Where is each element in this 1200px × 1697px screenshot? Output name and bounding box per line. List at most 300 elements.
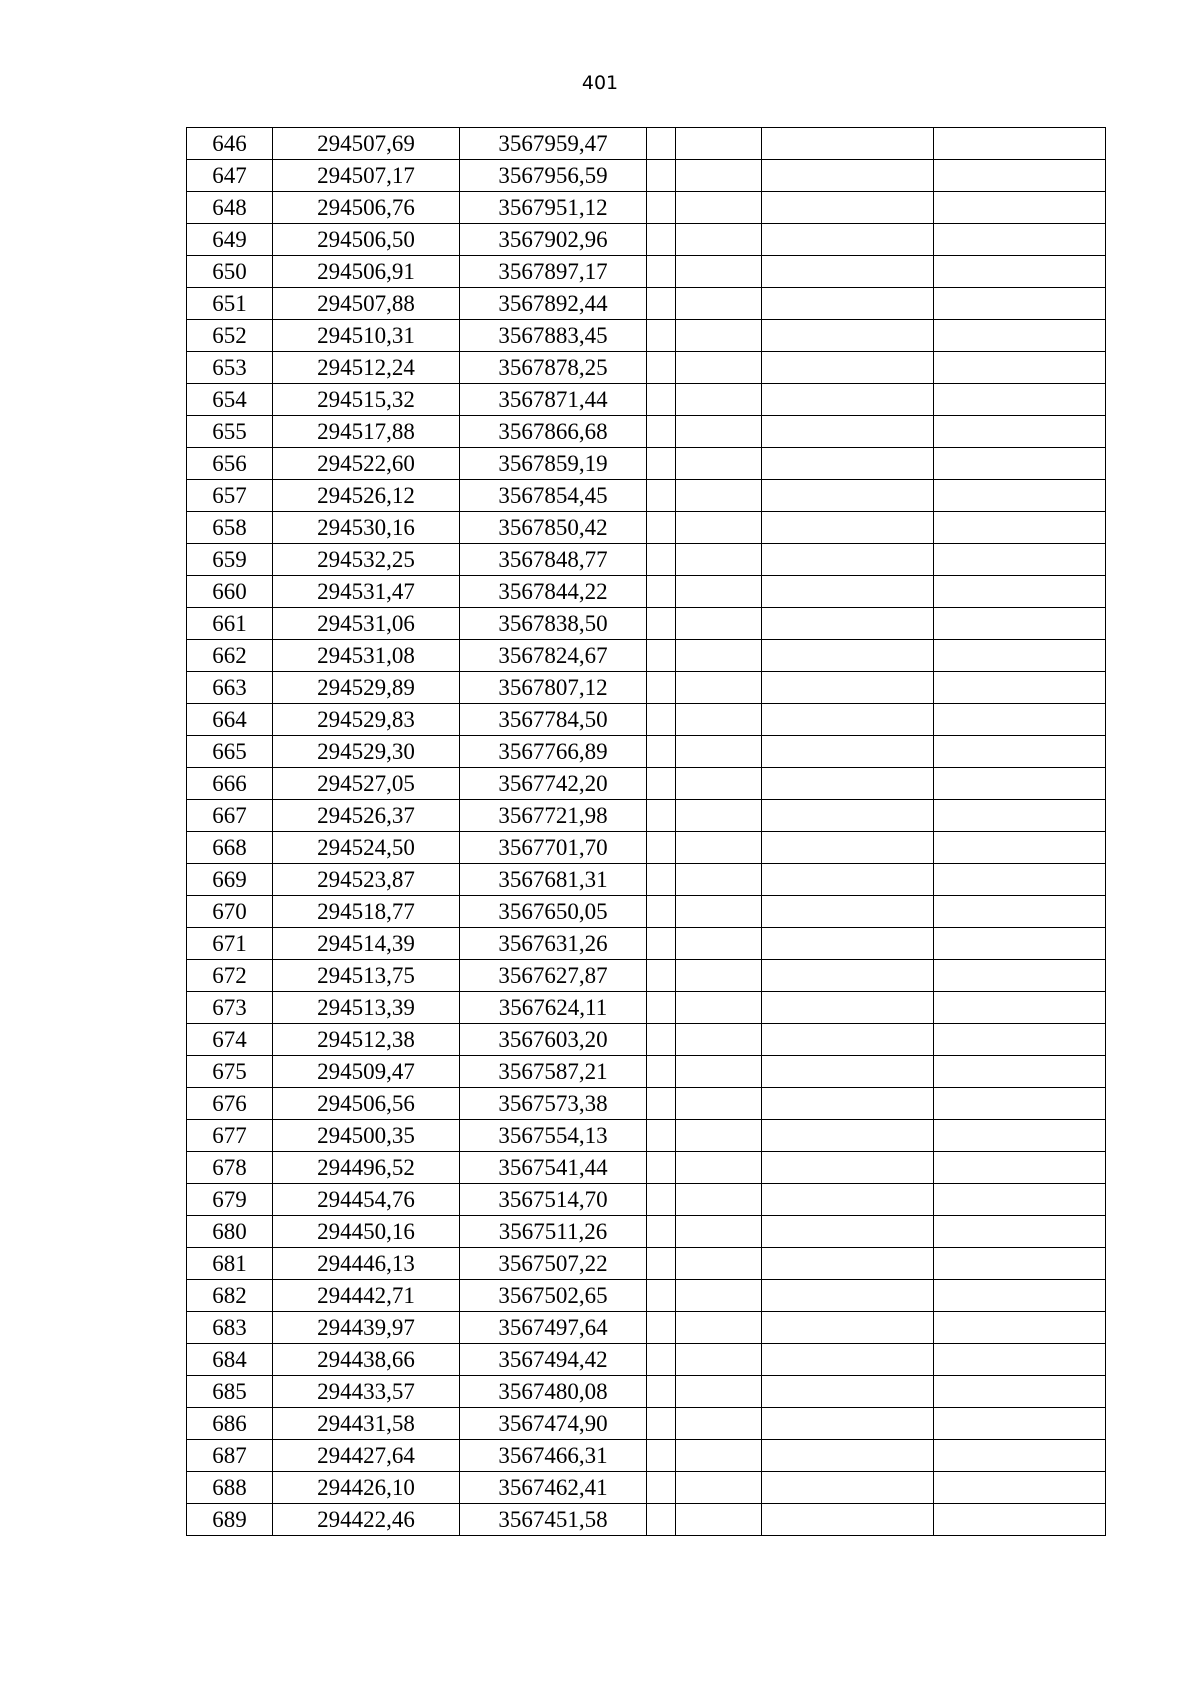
empty-cell — [934, 960, 1106, 992]
empty-cell — [647, 320, 676, 352]
empty-cell — [934, 1056, 1106, 1088]
y-coordinate-cell: 3567766,89 — [460, 736, 647, 768]
y-coordinate-cell: 3567784,50 — [460, 704, 647, 736]
empty-cell — [647, 1184, 676, 1216]
empty-cell — [647, 352, 676, 384]
table-row — [187, 448, 1106, 480]
y-coordinate-cell: 3567742,20 — [460, 768, 647, 800]
x-coordinate-cell: 294450,16 — [273, 1216, 460, 1248]
point-number-cell: 656 — [187, 448, 273, 480]
table-row — [187, 1376, 1106, 1408]
empty-cell — [762, 864, 934, 896]
empty-cell — [762, 256, 934, 288]
empty-cell — [647, 1024, 676, 1056]
empty-cell — [762, 1344, 934, 1376]
x-coordinate-cell: 294531,06 — [273, 608, 460, 640]
x-coordinate-cell: 294515,32 — [273, 384, 460, 416]
x-coordinate-cell: 294431,58 — [273, 1408, 460, 1440]
empty-cell — [934, 256, 1106, 288]
empty-cell — [647, 1472, 676, 1504]
empty-cell — [762, 1088, 934, 1120]
table-row — [187, 1024, 1106, 1056]
empty-cell — [647, 672, 676, 704]
empty-cell — [934, 864, 1106, 896]
x-coordinate-cell: 294532,25 — [273, 544, 460, 576]
empty-cell — [934, 320, 1106, 352]
empty-cell — [934, 736, 1106, 768]
empty-cell — [934, 384, 1106, 416]
empty-cell — [676, 1056, 762, 1088]
y-coordinate-cell: 3567451,58 — [460, 1504, 647, 1536]
y-coordinate-cell: 3567681,31 — [460, 864, 647, 896]
y-coordinate-cell: 3567507,22 — [460, 1248, 647, 1280]
x-coordinate-cell: 294510,31 — [273, 320, 460, 352]
empty-cell — [676, 160, 762, 192]
point-number-cell: 650 — [187, 256, 273, 288]
empty-cell — [647, 640, 676, 672]
empty-cell — [676, 832, 762, 864]
empty-cell — [676, 288, 762, 320]
empty-cell — [762, 1504, 934, 1536]
x-coordinate-cell: 294531,47 — [273, 576, 460, 608]
empty-cell — [647, 416, 676, 448]
empty-cell — [647, 1088, 676, 1120]
x-coordinate-cell: 294454,76 — [273, 1184, 460, 1216]
empty-cell — [762, 128, 934, 160]
empty-cell — [934, 1024, 1106, 1056]
coordinates-table — [186, 127, 1106, 1536]
empty-cell — [934, 576, 1106, 608]
y-coordinate-cell: 3567951,12 — [460, 192, 647, 224]
point-number-cell: 687 — [187, 1440, 273, 1472]
empty-cell — [676, 1024, 762, 1056]
table-row — [187, 320, 1106, 352]
empty-cell — [762, 576, 934, 608]
point-number-cell: 649 — [187, 224, 273, 256]
table-row — [187, 544, 1106, 576]
point-number-cell: 689 — [187, 1504, 273, 1536]
empty-cell — [762, 416, 934, 448]
empty-cell — [762, 1120, 934, 1152]
empty-cell — [676, 1408, 762, 1440]
x-coordinate-cell: 294513,75 — [273, 960, 460, 992]
empty-cell — [676, 480, 762, 512]
point-number-cell: 682 — [187, 1280, 273, 1312]
empty-cell — [676, 1472, 762, 1504]
x-coordinate-cell: 294518,77 — [273, 896, 460, 928]
empty-cell — [762, 800, 934, 832]
point-number-cell: 659 — [187, 544, 273, 576]
point-number-cell: 657 — [187, 480, 273, 512]
point-number-cell: 676 — [187, 1088, 273, 1120]
y-coordinate-cell: 3567541,44 — [460, 1152, 647, 1184]
coordinates-table-body — [187, 128, 1106, 1536]
point-number-cell: 681 — [187, 1248, 273, 1280]
empty-cell — [934, 416, 1106, 448]
point-number-cell: 674 — [187, 1024, 273, 1056]
point-number-cell: 647 — [187, 160, 273, 192]
table-row — [187, 1152, 1106, 1184]
table-row — [187, 1408, 1106, 1440]
empty-cell — [676, 512, 762, 544]
empty-cell — [676, 576, 762, 608]
empty-cell — [934, 1344, 1106, 1376]
empty-cell — [762, 1056, 934, 1088]
y-coordinate-cell: 3567824,67 — [460, 640, 647, 672]
table-row — [187, 832, 1106, 864]
x-coordinate-cell: 294506,50 — [273, 224, 460, 256]
empty-cell — [647, 1312, 676, 1344]
empty-cell — [647, 448, 676, 480]
x-coordinate-cell: 294512,24 — [273, 352, 460, 384]
y-coordinate-cell: 3567494,42 — [460, 1344, 647, 1376]
empty-cell — [762, 544, 934, 576]
point-number-cell: 667 — [187, 800, 273, 832]
empty-cell — [762, 928, 934, 960]
x-coordinate-cell: 294512,38 — [273, 1024, 460, 1056]
x-coordinate-cell: 294529,83 — [273, 704, 460, 736]
empty-cell — [647, 1216, 676, 1248]
empty-cell — [934, 352, 1106, 384]
empty-cell — [762, 1024, 934, 1056]
table-row — [187, 352, 1106, 384]
empty-cell — [762, 352, 934, 384]
empty-cell — [676, 1184, 762, 1216]
y-coordinate-cell: 3567627,87 — [460, 960, 647, 992]
point-number-cell: 664 — [187, 704, 273, 736]
empty-cell — [676, 384, 762, 416]
x-coordinate-cell: 294530,16 — [273, 512, 460, 544]
empty-cell — [762, 320, 934, 352]
empty-cell — [676, 1216, 762, 1248]
empty-cell — [676, 1152, 762, 1184]
table-row — [187, 128, 1106, 160]
table-row — [187, 608, 1106, 640]
table-row — [187, 1280, 1106, 1312]
table-row — [187, 192, 1106, 224]
point-number-cell: 672 — [187, 960, 273, 992]
empty-cell — [676, 864, 762, 896]
x-coordinate-cell: 294522,60 — [273, 448, 460, 480]
y-coordinate-cell: 3567511,26 — [460, 1216, 647, 1248]
table-row — [187, 1504, 1106, 1536]
empty-cell — [676, 544, 762, 576]
empty-cell — [934, 1504, 1106, 1536]
empty-cell — [762, 608, 934, 640]
table-row — [187, 576, 1106, 608]
empty-cell — [647, 1056, 676, 1088]
point-number-cell: 646 — [187, 128, 273, 160]
point-number-cell: 685 — [187, 1376, 273, 1408]
table-row — [187, 384, 1106, 416]
empty-cell — [676, 320, 762, 352]
empty-cell — [676, 608, 762, 640]
empty-cell — [762, 160, 934, 192]
empty-cell — [676, 1312, 762, 1344]
y-coordinate-cell: 3567848,77 — [460, 544, 647, 576]
point-number-cell: 653 — [187, 352, 273, 384]
table-row — [187, 288, 1106, 320]
empty-cell — [934, 768, 1106, 800]
table-row — [187, 896, 1106, 928]
empty-cell — [647, 960, 676, 992]
y-coordinate-cell: 3567878,25 — [460, 352, 647, 384]
empty-cell — [762, 672, 934, 704]
empty-cell — [934, 160, 1106, 192]
empty-cell — [762, 704, 934, 736]
y-coordinate-cell: 3567502,65 — [460, 1280, 647, 1312]
point-number-cell: 688 — [187, 1472, 273, 1504]
point-number-cell: 679 — [187, 1184, 273, 1216]
point-number-cell: 658 — [187, 512, 273, 544]
x-coordinate-cell: 294517,88 — [273, 416, 460, 448]
empty-cell — [647, 608, 676, 640]
empty-cell — [762, 192, 934, 224]
empty-cell — [762, 1184, 934, 1216]
y-coordinate-cell: 3567462,41 — [460, 1472, 647, 1504]
table-row — [187, 1216, 1106, 1248]
point-number-cell: 651 — [187, 288, 273, 320]
table-row — [187, 480, 1106, 512]
empty-cell — [762, 1152, 934, 1184]
point-number-cell: 654 — [187, 384, 273, 416]
table-row — [187, 992, 1106, 1024]
point-number-cell: 673 — [187, 992, 273, 1024]
empty-cell — [762, 448, 934, 480]
empty-cell — [934, 672, 1106, 704]
x-coordinate-cell: 294427,64 — [273, 1440, 460, 1472]
empty-cell — [647, 1376, 676, 1408]
empty-cell — [934, 896, 1106, 928]
empty-cell — [676, 192, 762, 224]
point-number-cell: 684 — [187, 1344, 273, 1376]
empty-cell — [676, 672, 762, 704]
empty-cell — [762, 1408, 934, 1440]
empty-cell — [762, 736, 934, 768]
table-row — [187, 960, 1106, 992]
empty-cell — [676, 448, 762, 480]
point-number-cell: 671 — [187, 928, 273, 960]
empty-cell — [934, 608, 1106, 640]
point-number-cell: 655 — [187, 416, 273, 448]
table-row — [187, 1056, 1106, 1088]
x-coordinate-cell: 294446,13 — [273, 1248, 460, 1280]
empty-cell — [647, 832, 676, 864]
y-coordinate-cell: 3567959,47 — [460, 128, 647, 160]
x-coordinate-cell: 294509,47 — [273, 1056, 460, 1088]
table-row — [187, 512, 1106, 544]
empty-cell — [762, 960, 934, 992]
empty-cell — [934, 704, 1106, 736]
empty-cell — [934, 448, 1106, 480]
empty-cell — [647, 800, 676, 832]
table-row — [187, 160, 1106, 192]
point-number-cell: 683 — [187, 1312, 273, 1344]
y-coordinate-cell: 3567897,17 — [460, 256, 647, 288]
table-row — [187, 1088, 1106, 1120]
empty-cell — [762, 768, 934, 800]
point-number-cell: 660 — [187, 576, 273, 608]
point-number-cell: 663 — [187, 672, 273, 704]
y-coordinate-cell: 3567554,13 — [460, 1120, 647, 1152]
empty-cell — [676, 1504, 762, 1536]
x-coordinate-cell: 294526,12 — [273, 480, 460, 512]
empty-cell — [934, 1440, 1106, 1472]
empty-cell — [647, 1152, 676, 1184]
empty-cell — [676, 1280, 762, 1312]
empty-cell — [762, 480, 934, 512]
empty-cell — [647, 1504, 676, 1536]
table-row — [187, 416, 1106, 448]
empty-cell — [762, 224, 934, 256]
page-number: 401 — [581, 72, 619, 94]
empty-cell — [647, 1440, 676, 1472]
y-coordinate-cell: 3567587,21 — [460, 1056, 647, 1088]
empty-cell — [934, 1088, 1106, 1120]
empty-cell — [647, 288, 676, 320]
y-coordinate-cell: 3567466,31 — [460, 1440, 647, 1472]
x-coordinate-cell: 294507,69 — [273, 128, 460, 160]
empty-cell — [934, 1280, 1106, 1312]
empty-cell — [934, 1152, 1106, 1184]
empty-cell — [934, 128, 1106, 160]
empty-cell — [647, 1408, 676, 1440]
table-row — [187, 1312, 1106, 1344]
x-coordinate-cell: 294507,17 — [273, 160, 460, 192]
empty-cell — [676, 128, 762, 160]
empty-cell — [647, 928, 676, 960]
x-coordinate-cell: 294422,46 — [273, 1504, 460, 1536]
table-row — [187, 1120, 1106, 1152]
table-row — [187, 736, 1106, 768]
empty-cell — [676, 416, 762, 448]
empty-cell — [934, 512, 1106, 544]
empty-cell — [762, 992, 934, 1024]
y-coordinate-cell: 3567838,50 — [460, 608, 647, 640]
empty-cell — [647, 512, 676, 544]
x-coordinate-cell: 294523,87 — [273, 864, 460, 896]
empty-cell — [676, 800, 762, 832]
table-row — [187, 1344, 1106, 1376]
empty-cell — [762, 1376, 934, 1408]
y-coordinate-cell: 3567624,11 — [460, 992, 647, 1024]
empty-cell — [676, 224, 762, 256]
point-number-cell: 648 — [187, 192, 273, 224]
y-coordinate-cell: 3567883,45 — [460, 320, 647, 352]
empty-cell — [762, 896, 934, 928]
empty-cell — [647, 576, 676, 608]
empty-cell — [676, 736, 762, 768]
x-coordinate-cell: 294513,39 — [273, 992, 460, 1024]
empty-cell — [676, 704, 762, 736]
empty-cell — [934, 544, 1106, 576]
y-coordinate-cell: 3567871,44 — [460, 384, 647, 416]
empty-cell — [934, 640, 1106, 672]
y-coordinate-cell: 3567859,19 — [460, 448, 647, 480]
point-number-cell: 662 — [187, 640, 273, 672]
empty-cell — [934, 1312, 1106, 1344]
empty-cell — [676, 640, 762, 672]
empty-cell — [934, 480, 1106, 512]
empty-cell — [934, 1184, 1106, 1216]
empty-cell — [647, 384, 676, 416]
y-coordinate-cell: 3567701,70 — [460, 832, 647, 864]
x-coordinate-cell: 294514,39 — [273, 928, 460, 960]
y-coordinate-cell: 3567514,70 — [460, 1184, 647, 1216]
x-coordinate-cell: 294529,30 — [273, 736, 460, 768]
empty-cell — [676, 1120, 762, 1152]
y-coordinate-cell: 3567866,68 — [460, 416, 647, 448]
point-number-cell: 680 — [187, 1216, 273, 1248]
empty-cell — [676, 1248, 762, 1280]
x-coordinate-cell: 294438,66 — [273, 1344, 460, 1376]
empty-cell — [934, 192, 1106, 224]
point-number-cell: 670 — [187, 896, 273, 928]
point-number-cell: 665 — [187, 736, 273, 768]
x-coordinate-cell: 294527,05 — [273, 768, 460, 800]
x-coordinate-cell: 294426,10 — [273, 1472, 460, 1504]
table-row — [187, 800, 1106, 832]
empty-cell — [934, 1248, 1106, 1280]
point-number-cell: 661 — [187, 608, 273, 640]
x-coordinate-cell: 294506,76 — [273, 192, 460, 224]
table-row — [187, 1184, 1106, 1216]
empty-cell — [647, 864, 676, 896]
table-row — [187, 640, 1106, 672]
empty-cell — [762, 1280, 934, 1312]
empty-cell — [647, 480, 676, 512]
empty-cell — [676, 896, 762, 928]
empty-cell — [762, 1216, 934, 1248]
empty-cell — [647, 896, 676, 928]
empty-cell — [676, 960, 762, 992]
point-number-cell: 669 — [187, 864, 273, 896]
y-coordinate-cell: 3567650,05 — [460, 896, 647, 928]
empty-cell — [934, 288, 1106, 320]
empty-cell — [934, 1376, 1106, 1408]
empty-cell — [934, 832, 1106, 864]
empty-cell — [762, 1472, 934, 1504]
table-row — [187, 768, 1106, 800]
table-row — [187, 672, 1106, 704]
x-coordinate-cell: 294506,91 — [273, 256, 460, 288]
empty-cell — [676, 256, 762, 288]
table-row — [187, 1440, 1106, 1472]
point-number-cell: 686 — [187, 1408, 273, 1440]
y-coordinate-cell: 3567854,45 — [460, 480, 647, 512]
point-number-cell: 668 — [187, 832, 273, 864]
x-coordinate-cell: 294531,08 — [273, 640, 460, 672]
empty-cell — [762, 288, 934, 320]
x-coordinate-cell: 294500,35 — [273, 1120, 460, 1152]
empty-cell — [934, 224, 1106, 256]
y-coordinate-cell: 3567892,44 — [460, 288, 647, 320]
empty-cell — [647, 256, 676, 288]
empty-cell — [676, 928, 762, 960]
y-coordinate-cell: 3567850,42 — [460, 512, 647, 544]
point-number-cell: 675 — [187, 1056, 273, 1088]
empty-cell — [762, 1440, 934, 1472]
y-coordinate-cell: 3567844,22 — [460, 576, 647, 608]
empty-cell — [647, 128, 676, 160]
y-coordinate-cell: 3567631,26 — [460, 928, 647, 960]
empty-cell — [762, 832, 934, 864]
x-coordinate-cell: 294433,57 — [273, 1376, 460, 1408]
empty-cell — [676, 1088, 762, 1120]
point-number-cell: 666 — [187, 768, 273, 800]
x-coordinate-cell: 294507,88 — [273, 288, 460, 320]
empty-cell — [647, 192, 676, 224]
